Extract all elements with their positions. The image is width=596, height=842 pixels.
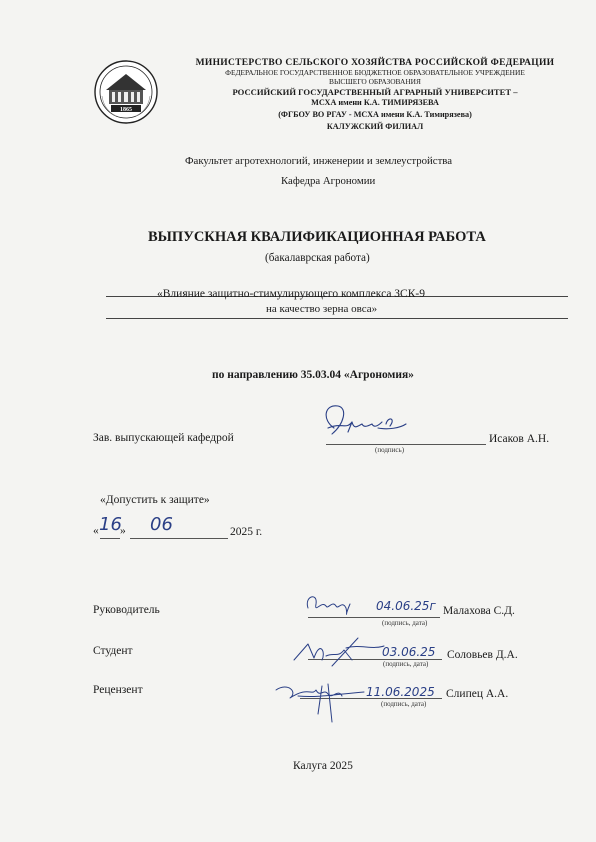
reviewer-name: Слипец А.А. (446, 688, 509, 700)
head-of-department-label: Зав. выпускающей кафедрой (93, 432, 234, 444)
work-subtitle: (бакалаврская работа) (265, 252, 370, 264)
university-logo (94, 60, 158, 124)
city-year: Калуга 2025 (293, 760, 353, 772)
department-name: Кафедра Агрономии (281, 175, 376, 187)
university-short-name: (ФГБОУ ВО РГАУ - МСХА имени К.А. Тимирязева) (278, 110, 472, 119)
supervisor-signature (300, 586, 440, 622)
student-signature-hint: (подпись, дата) (383, 660, 429, 668)
topic-line-2: на качество зерна овса» (266, 303, 378, 315)
university-name: РОССИЙСКИЙ ГОСУДАРСТВЕННЫЙ АГРАРНЫЙ УНИВЕРСИТЕТ – (232, 87, 518, 97)
admission-date-open-quote: « (93, 525, 99, 537)
education-level: ВЫСШЕГО ОБРАЗОВАНИЯ (329, 77, 421, 86)
admission-day-value: 16 (99, 514, 122, 535)
admission-month-line (130, 538, 228, 539)
head-signature (308, 398, 408, 450)
admission-date-close-quote: » (120, 525, 126, 537)
work-title: ВЫПУСКНАЯ КВАЛИФИКАЦИОННАЯ РАБОТА (148, 229, 486, 245)
head-signature-hint: (подпись) (375, 446, 405, 454)
supervisor-date-value: 04.06.25г (376, 599, 436, 613)
admission-day-line (100, 538, 120, 539)
admission-label: «Допустить к защите» (100, 494, 210, 506)
reviewer-label: Рецензент (93, 684, 143, 696)
faculty-name: Факультет агротехнологий, инженерии и землеустройства (185, 155, 453, 167)
admission-year: 2025 г. (230, 526, 263, 538)
logo-year: 1865 (120, 107, 132, 113)
direction: по направлению 35.03.04 «Агрономия» (212, 369, 414, 381)
supervisor-name: Малахова С.Д. (443, 605, 515, 617)
topic-underline-2 (106, 318, 568, 319)
student-label: Студент (93, 645, 133, 657)
branch-name: КАЛУЖСКИЙ ФИЛИАЛ (326, 122, 424, 131)
institution-type: ФЕДЕРАЛЬНОЕ ГОСУДАРСТВЕННОЕ БЮДЖЕТНОЕ ОБРАЗОВАТЕЛЬНОЕ УЧРЕЖДЕНИЕ (225, 68, 525, 77)
student-date-value: 03.06.25 (382, 645, 436, 659)
supervisor-signature-hint: (подпись, дата) (382, 619, 428, 627)
reviewer-signature (268, 672, 444, 732)
supervisor-label: Руководитель (93, 604, 160, 616)
reviewer-date-value: 11.06.2025 (366, 685, 435, 699)
admission-month (146, 510, 190, 538)
ministry-title: МИНИСТЕРСТВО СЕЛЬСКОГО ХОЗЯЙСТВА РОССИЙСКОЙ ФЕДЕРАЦИИ (195, 58, 555, 68)
student-name: Соловьев Д.А. (447, 649, 518, 661)
reviewer-signature-hint: (подпись, дата) (381, 700, 427, 708)
university-msha: МСХА имени К.А. ТИМИРЯЗЕВА (311, 98, 439, 107)
head-of-department-name: Исаков А.Н. (489, 433, 550, 445)
admission-month-value: 06 (150, 514, 173, 535)
student-signature (286, 630, 442, 670)
topic-line-1: «Влияние защитно-стимулирующего комплекса ЗСК-9 (157, 288, 425, 300)
